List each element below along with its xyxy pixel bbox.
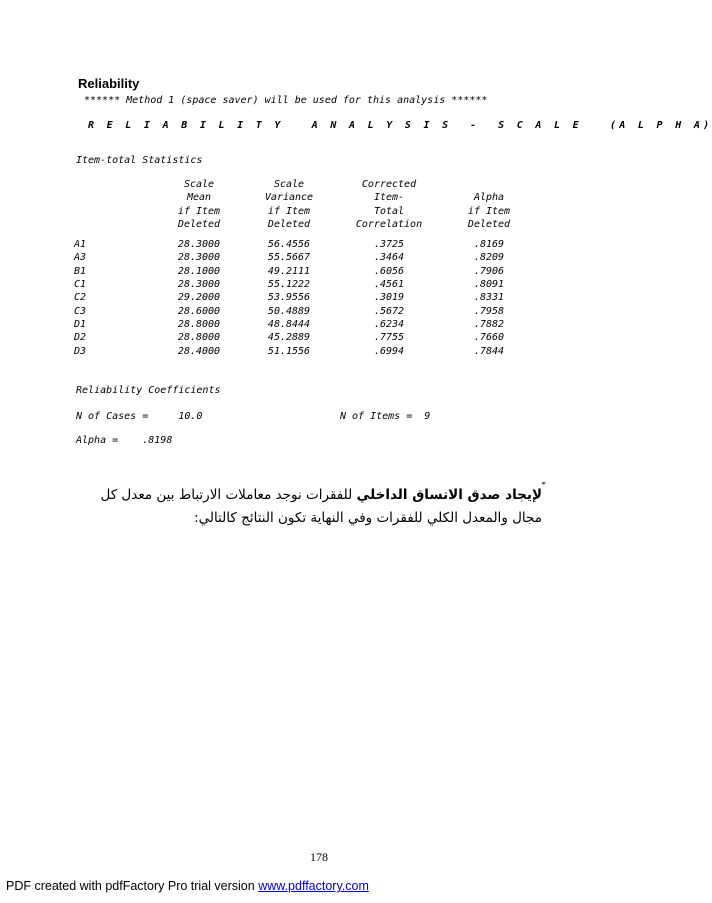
table-header-cell: Scale bbox=[183, 179, 215, 190]
item-label-cell: B1 bbox=[74, 265, 87, 277]
analysis-header: R E L I A B I L I T Y A N A L Y S I S - S C A L E (A L P H A) bbox=[88, 120, 712, 131]
n-of-items bbox=[340, 411, 430, 422]
n-of-cases-label: N of Cases = bbox=[76, 411, 149, 422]
pdf-footer bbox=[6, 879, 369, 893]
table-cell: .8209 bbox=[473, 252, 505, 264]
table-cell: .6234 bbox=[373, 318, 405, 330]
arabic-bold-phrase: لإيجاد صدق الاتساق الداخلي bbox=[356, 487, 542, 503]
item-label-cell: A1 bbox=[74, 239, 87, 251]
arabic-line-1-rest: للفقرات نوجد معاملات الارتباط بين معدل كل bbox=[100, 487, 357, 503]
table-cell: .7844 bbox=[473, 345, 505, 357]
table-header-cell bbox=[74, 191, 164, 204]
table-cell: .3019 bbox=[373, 292, 405, 304]
item-label-cell: A3 bbox=[74, 252, 87, 264]
item-label-cell: D3 bbox=[74, 345, 87, 357]
table-cell: .3464 bbox=[373, 252, 405, 264]
table-cell: .6994 bbox=[373, 345, 405, 357]
table-cell: 28.6000 bbox=[177, 305, 221, 317]
alpha-label: Alpha = bbox=[76, 435, 119, 446]
table-header-cell: Mean bbox=[186, 192, 212, 204]
n-of-cases-value: 10.0 bbox=[178, 411, 203, 422]
table-cell: .3725 bbox=[373, 239, 405, 251]
table-cell: .7906 bbox=[473, 265, 505, 277]
table-header-cell: Correlation bbox=[355, 218, 423, 230]
table-header-cell bbox=[434, 178, 544, 191]
table-cell: .8091 bbox=[473, 279, 505, 291]
table-cell: 55.1222 bbox=[267, 279, 311, 291]
item-label-cell: D2 bbox=[74, 332, 87, 344]
table-cell: .4561 bbox=[373, 279, 405, 291]
table-row bbox=[74, 251, 544, 264]
arabic-paragraph-line-2: مجال والمعدل الكلي للفقرات وفي النهاية تكون النتائج كالتالي: bbox=[194, 510, 542, 526]
table-header-cell: Deleted bbox=[467, 218, 511, 230]
page-number: 178 bbox=[310, 850, 328, 864]
table-header-cell: Deleted bbox=[267, 218, 311, 230]
table-cell: 45.2889 bbox=[267, 332, 311, 344]
table-header-row bbox=[74, 218, 544, 231]
table-header-cell: if Item bbox=[267, 205, 311, 217]
table-cell: 28.3000 bbox=[177, 279, 221, 291]
table-cell: 51.1556 bbox=[267, 345, 311, 357]
table-cell: 29.2000 bbox=[177, 292, 221, 304]
table-header-cell: Deleted bbox=[177, 218, 221, 230]
alpha-value: .8198 bbox=[142, 435, 173, 446]
table-row bbox=[74, 318, 544, 331]
table-cell: 28.8000 bbox=[177, 332, 221, 344]
table-cell: .5672 bbox=[373, 305, 405, 317]
table-cell: 48.8444 bbox=[267, 318, 311, 330]
table-spacer bbox=[74, 231, 544, 238]
table-row bbox=[74, 278, 544, 291]
table-row bbox=[74, 305, 544, 318]
table-cell: 53.9556 bbox=[267, 292, 311, 304]
table-cell: 28.3000 bbox=[177, 239, 221, 251]
table-header-cell: Corrected bbox=[361, 179, 417, 190]
section-heading: Item-total Statistics bbox=[76, 155, 203, 166]
table-row bbox=[74, 291, 544, 304]
table-cell: 55.5667 bbox=[267, 252, 311, 264]
item-label-cell: C1 bbox=[74, 279, 87, 291]
table-cell: 56.4556 bbox=[267, 239, 311, 251]
table-row bbox=[74, 345, 544, 358]
table-header-cell: Variance bbox=[264, 192, 314, 204]
table-header-cell: Scale bbox=[273, 179, 305, 190]
table-header-row bbox=[74, 205, 544, 218]
method-line: ****** Method 1 (space saver) will be used for this analysis ****** bbox=[84, 95, 488, 106]
table-cell: .7755 bbox=[373, 332, 405, 344]
table-row bbox=[74, 238, 544, 251]
arabic-paragraph-line-1 bbox=[62, 487, 542, 503]
item-label-cell: C3 bbox=[74, 305, 87, 317]
table-header-cell: if Item bbox=[177, 205, 221, 217]
reliability-coefficients-heading: Reliability Coefficients bbox=[76, 385, 221, 396]
table-cell: .8331 bbox=[473, 292, 505, 304]
n-of-cases bbox=[76, 411, 202, 422]
n-of-items-value: 9 bbox=[424, 411, 431, 422]
table-cell: 28.8000 bbox=[177, 318, 221, 330]
table-cell: .6056 bbox=[373, 265, 405, 277]
arabic-mark: ﹼ bbox=[542, 481, 546, 494]
table-header-cell: Item- bbox=[373, 192, 405, 204]
table-cell: .7660 bbox=[473, 332, 505, 344]
table-header-cell: if Item bbox=[467, 205, 511, 217]
table-cell: 49.2111 bbox=[267, 265, 311, 277]
table-header-cell bbox=[74, 178, 164, 191]
table-header-cell bbox=[74, 205, 164, 218]
table-cell: .7958 bbox=[473, 305, 505, 317]
table-cell: 50.4889 bbox=[267, 305, 311, 317]
table-cell: .8169 bbox=[473, 239, 505, 251]
item-total-statistics-table bbox=[74, 178, 544, 358]
table-header-row bbox=[74, 178, 544, 191]
table-header-row bbox=[74, 191, 544, 204]
table-cell: 28.1000 bbox=[177, 265, 221, 277]
footer-link[interactable]: www.pdffactory.com bbox=[258, 879, 369, 893]
footer-text: PDF created with pdfFactory Pro trial version bbox=[6, 879, 259, 893]
table-row bbox=[74, 331, 544, 344]
table-header-cell: Alpha bbox=[473, 192, 505, 204]
item-label-cell: C2 bbox=[74, 292, 87, 304]
table-header-cell: Total bbox=[373, 205, 405, 217]
document-title: Reliability bbox=[78, 76, 140, 91]
table-header-cell bbox=[74, 218, 164, 231]
item-label-cell: D1 bbox=[74, 318, 87, 330]
table-cell: 28.4000 bbox=[177, 345, 221, 357]
table-cell: .7882 bbox=[473, 318, 505, 330]
alpha-coefficient bbox=[76, 435, 172, 446]
table-cell: 28.3000 bbox=[177, 252, 221, 264]
n-of-items-label: N of Items = bbox=[340, 411, 413, 422]
table-row bbox=[74, 265, 544, 278]
